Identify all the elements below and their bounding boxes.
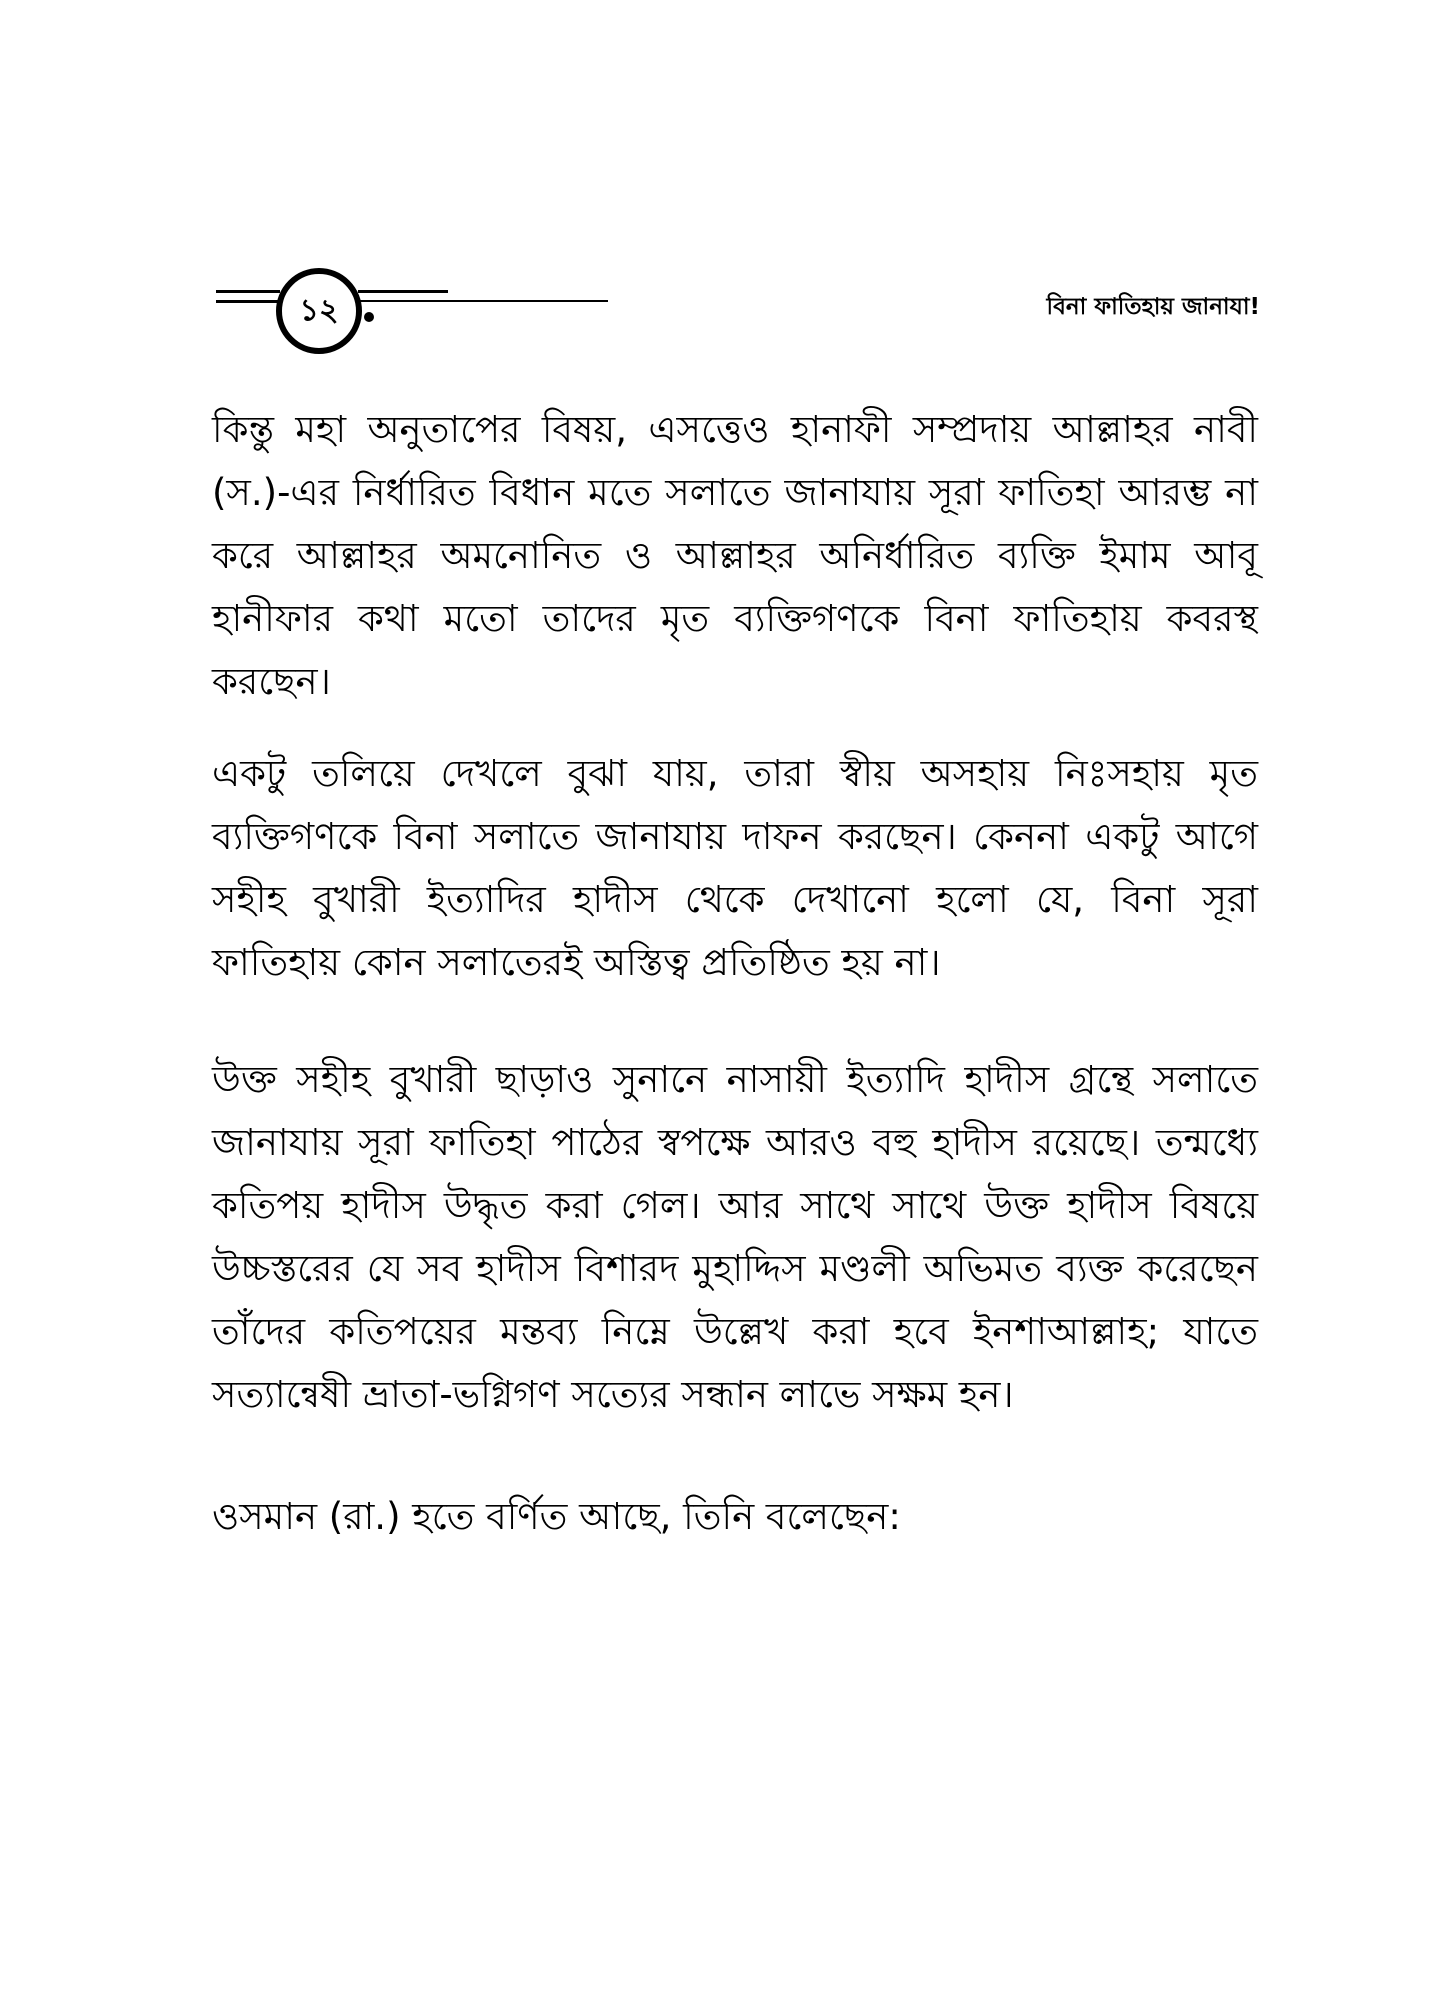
paragraph: একটু তলিয়ে দেখলে বুঝা যায়, তারা স্বীয় অসহায় নিঃসহায় মৃত ব্যক্তিগণকে বিনা সলাতে জানাযায় দাফন করছেন। কেননা একটু আগে সহীহ বুখারী ইত্যাদির হাদীস থেকে দেখানো হলো যে, বিনা সূরা ফাতিহায় কোন সলাতেরই অস্তিত্ব প্রতিষ্ঠিত হয় না।	[212, 752, 1258, 984]
header-rule-right-short	[358, 290, 448, 293]
paragraph: ওসমান (রা.) হতে বর্ণিত আছে, তিনি বলেছেন:	[212, 1495, 901, 1538]
running-title: বিনা ফাতিহায় জানাযা!	[1046, 294, 1260, 320]
header-ornament-dot	[364, 312, 374, 322]
header-rule-right-long	[358, 300, 608, 302]
page-number-badge	[276, 268, 362, 354]
page-header	[0, 0, 1434, 380]
header-rule-left-lower	[216, 300, 280, 303]
page-number: ১২	[299, 293, 339, 328]
header-rule-left-upper	[216, 290, 280, 293]
page-body	[212, 398, 1258, 1548]
paragraph: উক্ত সহীহ বুখারী ছাড়াও সুনানে নাসায়ী ইত্যাদি হাদীস গ্রন্থে সলাতে জানাযায় সূরা ফাতিহা পাঠের স্বপক্ষে আরও বহু হাদীস রয়েছে। তন্মধ্যে কতিপয় হাদীস উদ্ধৃত করা গেল। আর সাথে সাথে উক্ত হাদীস বিষয়ে উচ্চস্তরের যে সব হাদীস বিশারদ মুহাদ্দিস মণ্ডলী অভিমত ব্যক্ত করেছেন তাঁদের কতিপয়ের মন্তব্য নিম্নে উল্লেখ করা হবে ইনশাআল্লাহ; যাতে সত্যান্বেষী ভ্রাতা-ভগ্নিগণ সত্যের সন্ধান লাভে সক্ষম হন।	[212, 1058, 1258, 1416]
paragraph: কিন্তু মহা অনুতাপের বিষয়, এসত্তেও হানাফী সম্প্রদায় আল্লাহর নাবী (স.)-এর নির্ধারিত বিধান মতে সলাতে জানাযায় সূরা ফাতিহা আরম্ভ না করে আল্লাহর অমনোনিত ও আল্লাহর অনির্ধারিত ব্যক্তি ইমাম আবূ হানীফার কথা মতো তাদের মৃত ব্যক্তিগণকে বিনা ফাতিহায় কবরস্থ করছেন।	[212, 408, 1258, 703]
